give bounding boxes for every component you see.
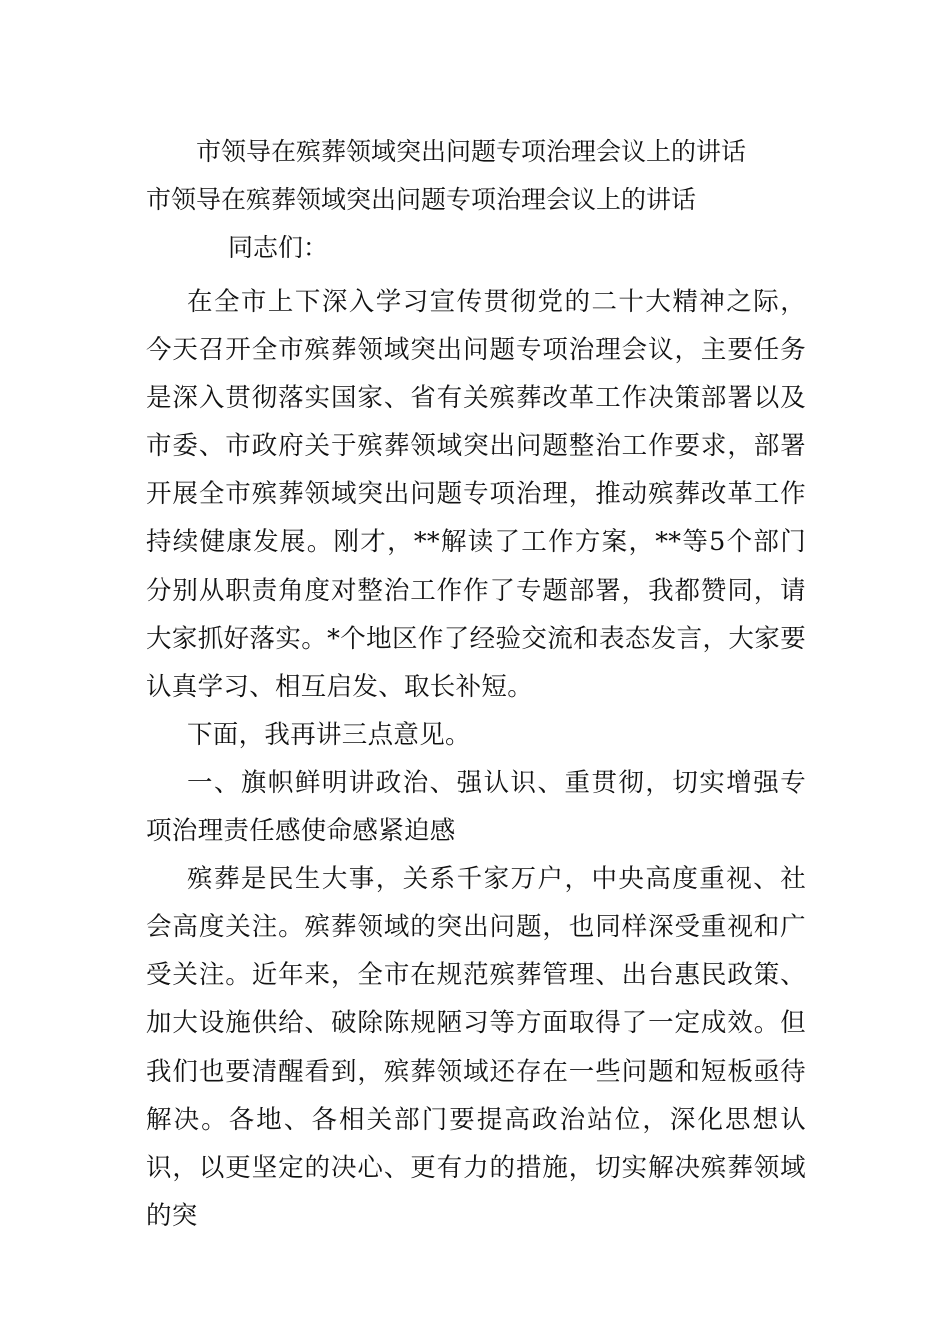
document-title: 市领导在殡葬领域突出问题专项治理会议上的讲话 bbox=[196, 137, 747, 166]
salutation: 同志们： bbox=[228, 233, 329, 262]
document-subtitle: 市领导在殡葬领域突出问题专项治理会议上的讲话 bbox=[146, 185, 697, 214]
body-text bbox=[146, 278, 806, 1240]
section-heading-one: 一、旗帜鲜明讲政治、强认识、重贯彻，切实增强专项治理责任感使命感紧迫感 bbox=[146, 767, 806, 847]
paragraph-transition: 下面，我再讲三点意见。 bbox=[187, 719, 471, 750]
paragraph-section-one: 殡葬是民生大事，关系千家万户，中央高度重视、社会高度关注。殡葬领域的突出问题，也同样深受重视和广受关注。近年来，全市在规范殡葬管理、出台惠民政策、加大设施供给、破除陈规陋习等方面取得了一定成效。但我们也要清醒看到，殡葬领域还存在一些问题和短板亟待解决。各地、各相关部门要提高政治站位，深化思想认识，以更坚定的决心、更有力的措施，切实解决殡葬领域的突 bbox=[146, 864, 806, 1231]
paragraph-opening: 在全市上下深入学习宣传贯彻党的二十大精神之际，今天召开全市殡葬领域突出问题专项治理会议，主要任务是深入贯彻落实国家、省有关殡葬改革工作决策部署以及市委、市政府关于殡葬领域突出问题整治工作要求，部署开展全市殡葬领域突出问题专项治理，推动殡葬改革工作持续健康发展。刚才，**解读了工作方案，**等5个部门分别从职责角度对整治工作作了专题部署，我都赞同，请大家抓好落实。*个地区作了经验交流和表态发言，大家要认真学习、相互启发、取长补短。 bbox=[146, 287, 806, 702]
